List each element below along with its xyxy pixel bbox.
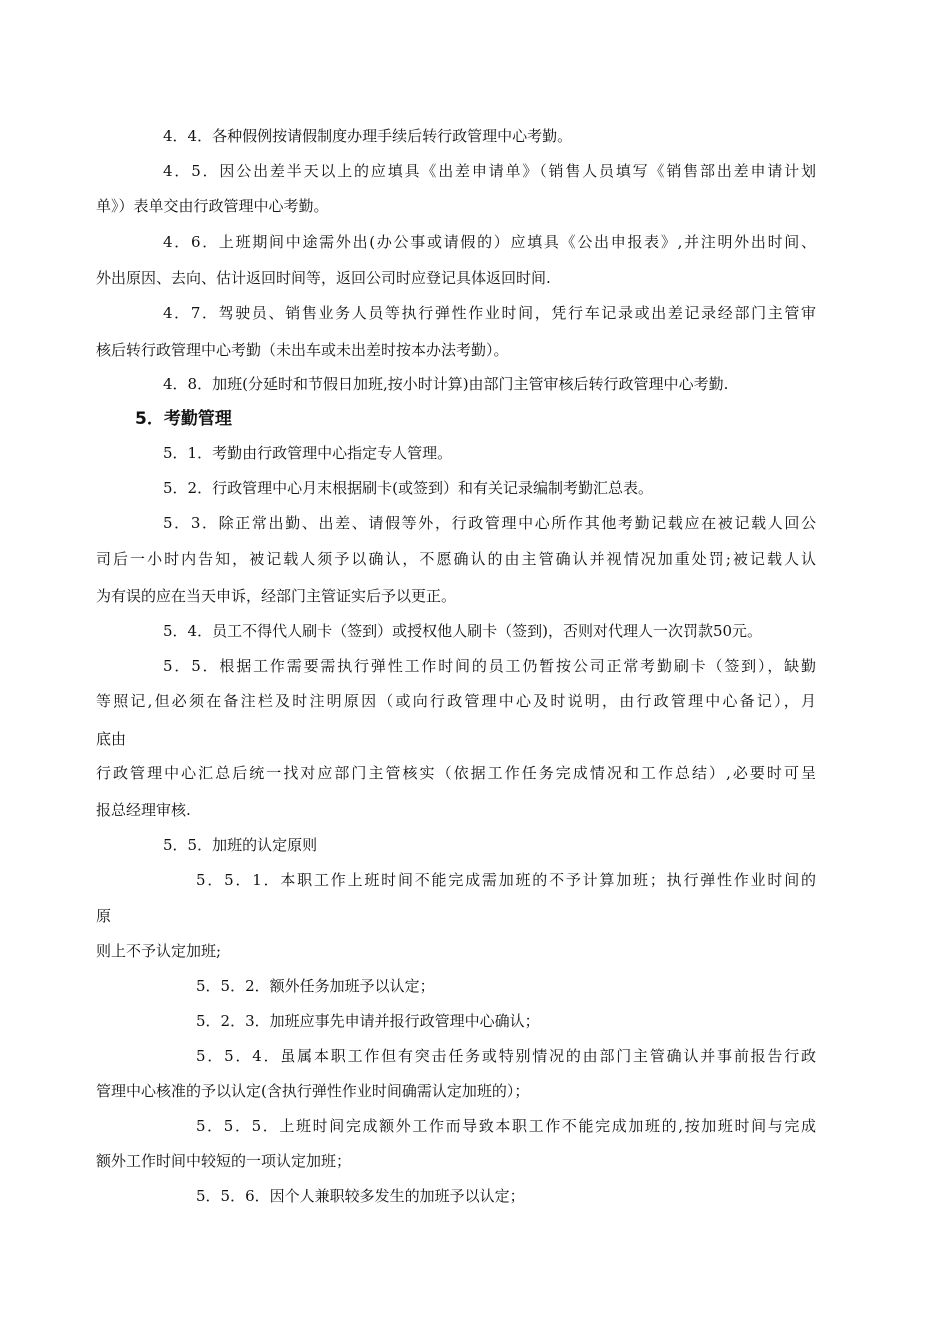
para-5-3-line2: 司后一小时内告知，被记载人须予以确认，不愿确认的由主管确认并视情况加重处罚;被记载人认 [96,550,816,568]
section-heading-5: 5．考勤管理 [135,409,232,429]
para-5-5-line2: 等照记,但必须在备注栏及时注明原因（或向行政管理中心及时说明，由行政管理中心备记），月 [96,692,816,710]
para-5-5-5-line2: 额外工作时间中较短的一项认定加班； [96,1152,352,1170]
para-5-5-5-line1: 5．5．5．上班时间完成额外工作而导致本职工作不能完成加班的,按加班时间与完成 [196,1117,816,1135]
para-5-5-line1: 5．5．根据工作需要需执行弹性工作时间的员工仍暂按公司正常考勤刷卡（签到），缺勤 [163,657,816,675]
para-5-5-overtime-principles: 5．5．加班的认定原则 [163,836,318,854]
para-4-8: 4．8．加班(分延时和节假日加班,按小时计算)由部门主管审核后转行政管理中心考勤. [163,375,729,393]
para-4-5-line2: 单》）表单交由行政管理中心考勤。 [96,197,329,215]
para-5-3-line3: 为有误的应在当天申诉，经部门主管证实后予以更正。 [96,587,457,605]
para-4-4: 4．4．各种假例按请假制度办理手续后转行政管理中心考勤。 [163,127,573,145]
para-5-5-2: 5．5．2．额外任务加班予以认定； [196,977,435,995]
para-5-5-1-line3: 则上不予认定加班; [96,942,222,960]
para-5-5-line3: 底由 [96,730,127,748]
para-5-5-4-line2: 管理中心核准的予以认定(含执行弹性作业时间确需认定加班的）； [96,1082,530,1100]
para-5-5-4-line1: 5．5．4．虽属本职工作但有突击任务或特别情况的由部门主管确认并事前报告行政 [196,1047,816,1065]
para-5-1: 5．1．考勤由行政管理中心指定专人管理。 [163,444,453,462]
para-5-5-line4: 行政管理中心汇总后统一找对应部门主管核实（依据工作任务完成情况和工作总结）,必要时可呈 [96,764,816,782]
para-4-5-line1: 4．5．因公出差半天以上的应填具《出差申请单》（销售人员填写《销售部出差申请计划 [163,162,816,180]
para-5-5-1-line1: 5．5．1．本职工作上班时间不能完成需加班的不予计算加班；执行弹性作业时间的 [196,871,816,889]
para-4-7-line1: 4．7．驾驶员、销售业务人员等执行弹性作业时间，凭行车记录或出差记录经部门主管审 [163,304,816,322]
para-4-6-line2: 外出原因、去向、估计返回时间等，返回公司时应登记具体返回时间. [96,269,551,287]
para-5-5-line5: 报总经理审核. [96,801,191,819]
para-5-4: 5．4．员工不得代人刷卡（签到）或授权他人刷卡（签到)，否则对代理人一次罚款50元。 [163,622,763,640]
para-5-5-1-line2: 原 [96,907,112,925]
para-4-6-line1: 4．6．上班期间中途需外出(办公事或请假的）应填具《公出申报表》,并注明外出时间、 [163,233,816,251]
para-5-2-3: 5．2．3．加班应事先申请并报行政管理中心确认； [196,1012,540,1030]
para-5-5-6: 5．5．6．因个人兼职较多发生的加班予以认定； [196,1187,525,1205]
para-5-3-line1: 5．3．除正常出勤、出差、请假等外，行政管理中心所作其他考勤记载应在被记载人回公 [163,514,816,532]
para-4-7-line2: 核后转行政管理中心考勤（未出车或未出差时按本办法考勤）。 [96,341,509,359]
para-5-2: 5．2．行政管理中心月末根据刷卡(或签到）和有关记录编制考勤汇总表。 [163,479,653,497]
